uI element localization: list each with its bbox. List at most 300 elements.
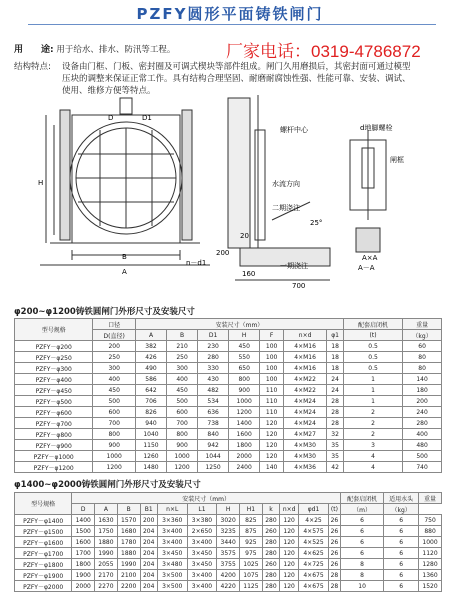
table-cell: 4×M16 bbox=[283, 341, 326, 352]
table-cell: 280 bbox=[262, 537, 279, 548]
table-cell: 4200 bbox=[217, 570, 240, 581]
table-cell: PZFY－φ1800 bbox=[15, 559, 72, 570]
table-cell: 1700 bbox=[72, 548, 95, 559]
table-cell: 18 bbox=[327, 363, 344, 374]
first-pour-label: 一期浇注 bbox=[280, 262, 308, 270]
table-cell: 1200 bbox=[93, 462, 136, 473]
t1-head-install: 安装尺寸（mm） bbox=[135, 319, 343, 330]
table-cell: PZFY－φ1600 bbox=[15, 537, 72, 548]
table-cell: 2 bbox=[343, 407, 402, 418]
sub-header-cell: D1 bbox=[198, 330, 229, 341]
table-cell: 1630 bbox=[95, 515, 118, 526]
table-cell: 1900 bbox=[72, 570, 95, 581]
table-cell: 24 bbox=[327, 374, 344, 385]
t1-head-hoist: 配套启闭机 bbox=[343, 319, 402, 330]
sub-header-cell: B1 bbox=[140, 504, 157, 515]
table-cell: 6 bbox=[340, 515, 383, 526]
anchor-bolt-label: d地脚螺栓 bbox=[360, 124, 393, 132]
table-cell: 4×M16 bbox=[283, 363, 326, 374]
table-cell: 1400 bbox=[72, 515, 95, 526]
table-cell: 26 bbox=[328, 548, 340, 559]
table-cell: 280 bbox=[262, 515, 279, 526]
table-cell: PZFY－φ500 bbox=[15, 396, 93, 407]
table-cell: 3×500 bbox=[157, 581, 187, 592]
table-cell: 6 bbox=[340, 548, 383, 559]
table-cell: PZFY－φ200 bbox=[15, 341, 93, 352]
features-label: 结构特点: bbox=[14, 62, 51, 72]
table-cell: 120 bbox=[280, 526, 299, 537]
table-cell: 200 bbox=[140, 515, 157, 526]
table1-title: φ200~φ1200铸铁圆闸门外形尺寸及安装尺寸 bbox=[14, 307, 195, 317]
second-pour-label: 二期浇注 bbox=[272, 204, 300, 212]
table-cell: 3×400 bbox=[157, 537, 187, 548]
table-cell: 80 bbox=[403, 352, 442, 363]
table-row bbox=[15, 570, 442, 581]
table-cell: 2100 bbox=[117, 570, 140, 581]
table-cell: 260 bbox=[262, 526, 279, 537]
table-cell: 100 bbox=[260, 363, 284, 374]
t2-body bbox=[15, 515, 442, 592]
table-cell: 24 bbox=[327, 385, 344, 396]
sub-header-cell: φ1 bbox=[327, 330, 344, 341]
table-cell: 3×450 bbox=[187, 559, 217, 570]
frame-label: 闸框 bbox=[390, 156, 404, 164]
table-cell: 1780 bbox=[117, 537, 140, 548]
dim200-label: 200 bbox=[216, 249, 230, 257]
table-cell: 400 bbox=[403, 429, 442, 440]
table-row bbox=[15, 440, 442, 451]
table-cell: 6 bbox=[384, 515, 419, 526]
table-cell: 250 bbox=[93, 352, 136, 363]
table-cell: 300 bbox=[167, 363, 198, 374]
table-row bbox=[15, 526, 442, 537]
table-cell: 4×M27 bbox=[283, 429, 326, 440]
table-cell: 586 bbox=[135, 374, 166, 385]
n-d1-label: n－d1 bbox=[186, 259, 207, 267]
table-cell: 450 bbox=[93, 385, 136, 396]
table-cell: 3×400 bbox=[187, 581, 217, 592]
sub-header-cell: L1 bbox=[187, 504, 217, 515]
table-cell: PZFY－φ1400 bbox=[15, 515, 72, 526]
angle-label: 25° bbox=[310, 219, 323, 227]
table-cell: 800 bbox=[93, 429, 136, 440]
table-cell: 28 bbox=[327, 418, 344, 429]
usage-label: 用 途: bbox=[14, 45, 54, 55]
table-cell: PZFY－φ450 bbox=[15, 385, 93, 396]
table-cell: 330 bbox=[198, 363, 229, 374]
sub-header-cell: H bbox=[217, 504, 240, 515]
page-title: PZFY圆形平面铸铁闸门 bbox=[136, 5, 324, 23]
t2-head-model: 型号规格 bbox=[15, 493, 72, 515]
table-cell: 1000 bbox=[93, 451, 136, 462]
table-cell: 8 bbox=[340, 570, 383, 581]
table-cell: 4 bbox=[343, 451, 402, 462]
table-cell: 706 bbox=[135, 396, 166, 407]
sub-header-cell: (t) bbox=[328, 504, 340, 515]
dim160-label: 160 bbox=[242, 270, 256, 278]
table-cell: 550 bbox=[229, 352, 260, 363]
table-cell: 2 bbox=[343, 429, 402, 440]
table-cell: 100 bbox=[260, 352, 284, 363]
table-cell: 42 bbox=[327, 462, 344, 473]
table-cell: PZFY－φ400 bbox=[15, 374, 93, 385]
table-cell: 738 bbox=[198, 418, 229, 429]
table-cell: 1880 bbox=[117, 548, 140, 559]
table-cell: 600 bbox=[167, 407, 198, 418]
table-cell: 26 bbox=[328, 559, 340, 570]
table-cell: 4×525 bbox=[299, 537, 329, 548]
table-cell: 120 bbox=[260, 440, 284, 451]
table-cell: PZFY－φ2000 bbox=[15, 581, 72, 592]
table-cell: 942 bbox=[198, 440, 229, 451]
table-cell: 80 bbox=[403, 363, 442, 374]
table-cell: 140 bbox=[260, 462, 284, 473]
table-cell: 1000 bbox=[419, 537, 442, 548]
table-cell: 1 bbox=[343, 385, 402, 396]
table-cell: 0.5 bbox=[343, 363, 402, 374]
table-cell: PZFY－φ1700 bbox=[15, 548, 72, 559]
table-cell: 4×575 bbox=[299, 526, 329, 537]
table-cell: 120 bbox=[260, 418, 284, 429]
table-cell: PZFY－φ250 bbox=[15, 352, 93, 363]
table-cell: 210 bbox=[167, 341, 198, 352]
table-cell: 1520 bbox=[419, 581, 442, 592]
table-row bbox=[15, 548, 442, 559]
table-cell: 650 bbox=[229, 363, 260, 374]
sub-header-cell: H1 bbox=[240, 504, 263, 515]
table-cell: 826 bbox=[135, 407, 166, 418]
table-cell: 3440 bbox=[217, 537, 240, 548]
table-cell: 1040 bbox=[135, 429, 166, 440]
ax-label: A×A bbox=[362, 254, 378, 262]
table-cell: 0.5 bbox=[343, 341, 402, 352]
table-cell: 800 bbox=[167, 429, 198, 440]
sub-header-cell: A bbox=[95, 504, 118, 515]
t2-head-head: 适用水头 bbox=[384, 493, 419, 504]
table-cell: 875 bbox=[240, 526, 263, 537]
table-cell: 28 bbox=[328, 570, 340, 581]
sub-header-cell: k bbox=[262, 504, 279, 515]
table-cell: 18 bbox=[327, 352, 344, 363]
table-cell: 482 bbox=[198, 385, 229, 396]
table-cell: 180 bbox=[403, 385, 442, 396]
table-row bbox=[15, 407, 442, 418]
table-cell: 1800 bbox=[72, 559, 95, 570]
t1-head-bore: 口径 bbox=[93, 319, 136, 330]
table-cell: 1570 bbox=[117, 515, 140, 526]
table-cell: 825 bbox=[240, 515, 263, 526]
table-cell: 280 bbox=[403, 418, 442, 429]
table-cell: 6 bbox=[340, 526, 383, 537]
table-cell: 4×M30 bbox=[283, 440, 326, 451]
table-cell: 280 bbox=[198, 352, 229, 363]
aa-label: A－A bbox=[358, 264, 375, 272]
sub-header-cell: H bbox=[229, 330, 260, 341]
features-line-2: 压块的调整来保证正常工作。具有结构合理坚固、耐磨耐腐蚀性强、性能可靠、安装、调试、 bbox=[62, 74, 411, 84]
table-cell: 200 bbox=[403, 396, 442, 407]
table-cell: 1680 bbox=[117, 526, 140, 537]
table-row bbox=[15, 559, 442, 570]
table-cell: 28 bbox=[327, 396, 344, 407]
gate-drawing bbox=[10, 90, 450, 290]
table-cell: 0.5 bbox=[343, 352, 402, 363]
table-cell: 10 bbox=[340, 581, 383, 592]
table-cell: 35 bbox=[327, 440, 344, 451]
table-cell: 4×M36 bbox=[283, 462, 326, 473]
table-cell: 280 bbox=[262, 548, 279, 559]
table-cell: 280 bbox=[262, 581, 279, 592]
table-cell: 6 bbox=[384, 548, 419, 559]
table-cell: 382 bbox=[135, 341, 166, 352]
table-cell: 4×725 bbox=[299, 559, 329, 570]
table-cell: 204 bbox=[140, 559, 157, 570]
table-cell: 120 bbox=[280, 537, 299, 548]
sub-header-cell: D bbox=[72, 504, 95, 515]
sub-header-cell: φd1 bbox=[299, 504, 329, 515]
table-cell: 204 bbox=[140, 548, 157, 559]
table-cell: 120 bbox=[280, 548, 299, 559]
table-cell: 500 bbox=[403, 451, 442, 462]
table-cell: 4×675 bbox=[299, 570, 329, 581]
table-cell: 204 bbox=[140, 570, 157, 581]
table-cell: 1 bbox=[343, 396, 402, 407]
table-row bbox=[15, 515, 442, 526]
table-cell: 3×480 bbox=[157, 559, 187, 570]
usage-text: 用于给水、排水、防汛等工程。 bbox=[56, 45, 176, 55]
table-cell: 840 bbox=[198, 429, 229, 440]
table-row bbox=[15, 581, 442, 592]
table-cell: 4×675 bbox=[299, 581, 329, 592]
table-row bbox=[15, 451, 442, 462]
table-cell: 6 bbox=[384, 526, 419, 537]
table-cell: 880 bbox=[419, 526, 442, 537]
table-cell: 8 bbox=[340, 559, 383, 570]
table-cell: PZFY－φ1000 bbox=[15, 451, 93, 462]
table-cell: 642 bbox=[135, 385, 166, 396]
table-cell: 3235 bbox=[217, 526, 240, 537]
table-cell: 1600 bbox=[229, 429, 260, 440]
table-cell: 110 bbox=[260, 407, 284, 418]
t1-head-model: 型号规格 bbox=[15, 319, 93, 341]
table-cell: 1120 bbox=[419, 548, 442, 559]
table-cell: 1150 bbox=[135, 440, 166, 451]
dim700-label: 700 bbox=[292, 282, 306, 290]
t2-head-hoist: 配套启闭机 bbox=[340, 493, 383, 504]
table-cell: 1360 bbox=[419, 570, 442, 581]
table-cell: 4×625 bbox=[299, 548, 329, 559]
table-cell: 140 bbox=[403, 374, 442, 385]
table-cell: 110 bbox=[260, 396, 284, 407]
sub-header-cell: B bbox=[117, 504, 140, 515]
table-cell: 1260 bbox=[135, 451, 166, 462]
table-cell: 900 bbox=[229, 385, 260, 396]
table-cell: 120 bbox=[280, 581, 299, 592]
table-cell: 4 bbox=[343, 462, 402, 473]
table-cell: 4×M24 bbox=[283, 418, 326, 429]
sub-header-cell: D(直径) bbox=[93, 330, 136, 341]
table-cell: 1250 bbox=[198, 462, 229, 473]
table-cell: 490 bbox=[135, 363, 166, 374]
table-row bbox=[15, 363, 442, 374]
sub-header-cell: B bbox=[167, 330, 198, 341]
table-cell: PZFY－φ1900 bbox=[15, 570, 72, 581]
table-cell: PZFY－φ1500 bbox=[15, 526, 72, 537]
table-cell: 26 bbox=[328, 537, 340, 548]
t2-head-install: 安装尺寸（mm） bbox=[72, 493, 341, 504]
table-cell: 1125 bbox=[240, 581, 263, 592]
sub-header-cell: n×d bbox=[283, 330, 326, 341]
table-cell: 3 bbox=[343, 440, 402, 451]
table-cell: 750 bbox=[419, 515, 442, 526]
table-row bbox=[15, 352, 442, 363]
table-cell: 100 bbox=[260, 374, 284, 385]
t1-body bbox=[15, 341, 442, 473]
table-cell: 1280 bbox=[419, 559, 442, 570]
table-cell: 204 bbox=[140, 526, 157, 537]
table-cell: 400 bbox=[167, 374, 198, 385]
sub-header-cell: （kg） bbox=[403, 330, 442, 341]
table-cell: 110 bbox=[260, 385, 284, 396]
table-cell: 6 bbox=[384, 581, 419, 592]
table-cell: 4×M24 bbox=[283, 407, 326, 418]
table-cell: 32 bbox=[327, 429, 344, 440]
table-cell: 204 bbox=[140, 537, 157, 548]
phone-number: 厂家电话：0319-4786872 bbox=[226, 42, 421, 61]
table-cell: 800 bbox=[229, 374, 260, 385]
table-cell: 2055 bbox=[95, 559, 118, 570]
table-cell: 6 bbox=[384, 559, 419, 570]
table-cell: 925 bbox=[240, 537, 263, 548]
dim-a-label: A bbox=[122, 268, 127, 276]
dim20-label: 20 bbox=[240, 232, 249, 240]
table-cell: 1880 bbox=[95, 537, 118, 548]
table-cell: 3×500 bbox=[157, 570, 187, 581]
dim-b-label: B bbox=[122, 253, 127, 261]
table-cell: 700 bbox=[167, 418, 198, 429]
dim-h-label: H bbox=[38, 179, 44, 187]
table-cell: 1000 bbox=[167, 451, 198, 462]
table-cell: 120 bbox=[280, 570, 299, 581]
table-cell: PZFY－φ600 bbox=[15, 407, 93, 418]
table-cell: 3×450 bbox=[157, 548, 187, 559]
table-cell: 3755 bbox=[217, 559, 240, 570]
table-cell: 280 bbox=[262, 570, 279, 581]
table-cell: 700 bbox=[93, 418, 136, 429]
table-cell: 35 bbox=[327, 451, 344, 462]
table-row bbox=[15, 385, 442, 396]
table-cell: 940 bbox=[135, 418, 166, 429]
table-cell: 426 bbox=[135, 352, 166, 363]
table-cell: 3575 bbox=[217, 548, 240, 559]
table-cell: 4×M16 bbox=[283, 352, 326, 363]
table-cell: 120 bbox=[260, 451, 284, 462]
sub-header-cell: （m） bbox=[340, 504, 383, 515]
table-cell: 4220 bbox=[217, 581, 240, 592]
table-cell: 230 bbox=[198, 341, 229, 352]
table-cell: PZFY－φ1200 bbox=[15, 462, 93, 473]
table-cell: 6 bbox=[340, 537, 383, 548]
table-cell: 900 bbox=[93, 440, 136, 451]
table-cell: 204 bbox=[140, 581, 157, 592]
table-cell: 1600 bbox=[72, 537, 95, 548]
sub-header-cell: n×d bbox=[280, 504, 299, 515]
table-cell: 740 bbox=[403, 462, 442, 473]
table-cell: 1990 bbox=[117, 559, 140, 570]
table-cell: PZFY－φ300 bbox=[15, 363, 93, 374]
table-cell: 3×400 bbox=[187, 537, 217, 548]
table-cell: 2270 bbox=[95, 581, 118, 592]
table-cell: 534 bbox=[198, 396, 229, 407]
table2 bbox=[14, 492, 442, 592]
table-cell: 500 bbox=[93, 396, 136, 407]
table-cell: 2000 bbox=[229, 451, 260, 462]
sub-header-cell: （kg） bbox=[384, 504, 419, 515]
usage-row bbox=[14, 44, 175, 56]
table-cell: 300 bbox=[93, 363, 136, 374]
table-cell: 2400 bbox=[229, 462, 260, 473]
table-cell: 2×650 bbox=[187, 526, 217, 537]
table-cell: 975 bbox=[240, 548, 263, 559]
table-cell: 1990 bbox=[95, 548, 118, 559]
table-cell: 1800 bbox=[229, 440, 260, 451]
sub-header-cell: (t) bbox=[343, 330, 402, 341]
table-cell: 1000 bbox=[229, 396, 260, 407]
table-cell: 3×400 bbox=[187, 570, 217, 581]
table-cell: 3×380 bbox=[187, 515, 217, 526]
table-cell: 450 bbox=[167, 385, 198, 396]
table2-title: φ1400~φ2000铸铁圆闸门外形尺寸及安装尺寸 bbox=[14, 480, 201, 490]
title-divider bbox=[28, 24, 436, 25]
table-cell: 1500 bbox=[72, 526, 95, 537]
table-cell: 2000 bbox=[72, 581, 95, 592]
table-cell: 1 bbox=[343, 374, 402, 385]
table-row bbox=[15, 462, 442, 473]
dim-d-label: D bbox=[108, 114, 114, 122]
lever-center-label: 螺杆中心 bbox=[280, 126, 308, 134]
table-cell: 4×M22 bbox=[283, 374, 326, 385]
table-cell: 430 bbox=[198, 374, 229, 385]
table-cell: 26 bbox=[328, 526, 340, 537]
table-cell: 3020 bbox=[217, 515, 240, 526]
table-row bbox=[15, 537, 442, 548]
table-cell: 4×M22 bbox=[283, 385, 326, 396]
table-row bbox=[15, 341, 442, 352]
table-cell: 1044 bbox=[198, 451, 229, 462]
table-cell: 600 bbox=[93, 407, 136, 418]
sub-header-cell: F bbox=[260, 330, 284, 341]
table-cell: 636 bbox=[198, 407, 229, 418]
table1 bbox=[14, 318, 442, 473]
table-cell: 2200 bbox=[117, 581, 140, 592]
table-cell: 2170 bbox=[95, 570, 118, 581]
table-cell: 3×450 bbox=[187, 548, 217, 559]
table-cell: 240 bbox=[403, 407, 442, 418]
table-cell: 6 bbox=[384, 570, 419, 581]
table-cell: 4×M24 bbox=[283, 396, 326, 407]
t1-head-weight: 重量 bbox=[403, 319, 442, 330]
table-cell: PZFY－φ800 bbox=[15, 429, 93, 440]
table-cell: 500 bbox=[167, 396, 198, 407]
table-row bbox=[15, 429, 442, 440]
sub-header-cell: A bbox=[135, 330, 166, 341]
table-cell: PZFY－φ900 bbox=[15, 440, 93, 451]
table-cell: 18 bbox=[327, 341, 344, 352]
table-cell: 3×360 bbox=[157, 515, 187, 526]
table-cell: 28 bbox=[328, 581, 340, 592]
t2-head-weight: 重量 bbox=[419, 493, 442, 504]
t2-subheader bbox=[15, 504, 442, 515]
dim-d1-label: D1 bbox=[142, 114, 152, 122]
